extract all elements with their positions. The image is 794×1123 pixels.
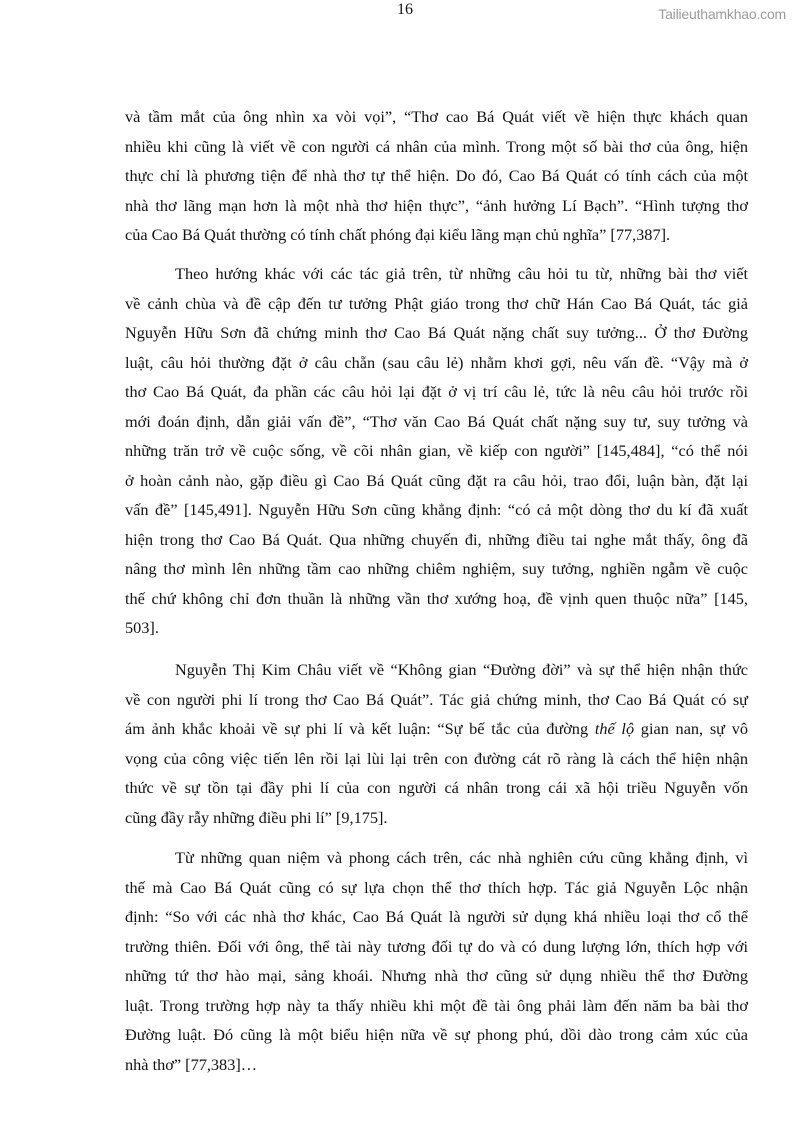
text-line: thức về sự tồn tại đầy phi lí của con người cá nhân trong cái xã hội triều Nguyễn vốn <box>125 778 748 797</box>
text-line: trường thiên. Đối với ông, thể tài này tương đối tự do và có dung lượng lớn, thích hợp với <box>125 936 748 956</box>
text-line: và tầm mắt của ông nhìn xa vòi vọi”, “Thơ cao Bá Quát viết về hiện thực khách quan <box>125 107 748 126</box>
text-line: về con người phi lí trong thơ Cao Bá Quát”. Tác giả chứng minh, thơ Cao Bá Quát có sự <box>125 689 748 709</box>
text-line: của Cao Bá Quát thường có tính chất phóng đại kiểu lãng mạn chủ nghĩa” [77,387]. <box>125 225 671 244</box>
text-line: vọng của công việc tiến lên rồi lại lùi lại trên con đường cát rõ ràng là cách thể hiện nhận <box>125 748 748 768</box>
text-segment: gian nan, sự vô <box>634 719 748 738</box>
italic-term: thế lộ <box>594 719 635 738</box>
text-line: ở hoàn cảnh nào, gặp điều gì Cao Bá Quát cũng đặt ra câu hỏi, trao đổi, luận bàn, đặt lại <box>125 470 748 490</box>
text-line: luật, câu hỏi thường đặt ở câu chẵn (sau câu lẻ) nhằm khơi gợi, nêu vấn đề. “Vậy mà ở <box>125 352 748 372</box>
text-line: Đường luật. Đó cũng là một biểu hiện nữa về sự phong phú, dồi dào trong cảm xúc của <box>125 1025 748 1044</box>
text-line: cũng đầy rẫy những điều phi lí” [9,175]. <box>125 807 388 827</box>
text-line: về cảnh chùa và đề cập đến tư tưởng Phật giáo trong thơ chữ Hán Cao Bá Quát, tác giả <box>125 293 748 313</box>
text-line: hiện trong thơ Cao Bá Quát. Qua những chuyến đi, những điều tai nghe mắt thấy, ông đã <box>125 529 748 549</box>
text-line: Nguyễn Hữu Sơn đã chứng minh thơ Cao Bá Quát nặng chất suy tưởng... Ở thơ Đường <box>125 323 748 342</box>
text-line: luật. Trong trường hợp này ta thấy nhiều khi một đề tài ông phải làm đến năm ba bài thơ <box>125 995 748 1015</box>
text-line <box>125 714 748 744</box>
text-line: Nguyễn Thị Kim Châu viết về “Không gian “Đường đời” và sự thể hiện nhận thức <box>175 660 748 679</box>
paragraph <box>125 655 748 832</box>
page-number: 16 <box>397 1 413 18</box>
text-line: thế chứ không chỉ đơn thuần là những vần thơ xướng hoạ, đề vịnh quen thuộc nữa” [145, <box>125 588 748 608</box>
text-line: thực chỉ là phương tiện để nhà thơ tự thể hiện. Do đó, Cao Bá Quát có tính cách của một <box>125 166 748 185</box>
text-line: những tứ thơ hào mại, sảng khoái. Nhưng nhà thơ cũng sử dụng nhiều thể thơ Đường <box>125 966 748 985</box>
text-line: thế mà Cao Bá Quát cũng có sự lựa chọn thể thơ thích hợp. Tác giả Nguyễn Lộc nhận <box>125 877 748 897</box>
text-line: nhiều khi cũng là viết về con người cá nhân của mình. Trong một số bài thơ của ông, hiện <box>125 136 748 156</box>
text-line: nâng thơ mình lên những tầm cao những chiêm nghiệm, suy tưởng, nghiền ngẫm về cuộc <box>125 559 748 578</box>
text-line: vấn đề” [145,491]. Nguyễn Hữu Sơn cũng khẳng định: “có cả một dòng thơ du kí đã xuất <box>125 500 748 519</box>
text-line: định: “So với các nhà thơ khác, Cao Bá Quát là người sử dụng khá nhiều loại thơ cổ thể <box>125 907 748 926</box>
text-line: mới đoán định, dẫn giải vấn đề”, “Thơ văn Cao Bá Quát chất nặng suy tư, suy tưởng và <box>125 411 748 431</box>
paragraph <box>125 102 748 250</box>
paragraph <box>125 259 748 643</box>
text-line: Theo hướng khác với các tác giả trên, từ những câu hỏi tu từ, những bài thơ viết <box>175 264 748 283</box>
text-line: thơ Cao Bá Quát, đa phần các câu hỏi lại đặt ở vị trí câu lẻ, tức là nêu câu hỏi trước rồi <box>125 382 748 401</box>
text-line: những trăn trở về cuộc sống, về cõi nhân gian, về kiếp con người” [145,484], “có thể nói <box>125 441 748 460</box>
paragraph <box>125 843 748 1079</box>
text-line: 503]. <box>125 618 159 637</box>
text-line: Từ những quan niệm và phong cách trên, các nhà nghiên cứu cũng khẳng định, vì <box>175 848 748 867</box>
text-line: nhà thơ” [77,383]… <box>125 1054 258 1074</box>
text-segment: ám ảnh khắc khoải về sự phi lí và kết luận: “Sự bế tắc của đường <box>125 719 595 738</box>
watermark: Tailieuthamkhao.com <box>658 6 786 22</box>
text-line: nhà thơ lãng mạn hơn là một nhà thơ hiện thực”, “ảnh hưởng Lí Bạch”. “Hình tượng thơ <box>125 195 748 215</box>
